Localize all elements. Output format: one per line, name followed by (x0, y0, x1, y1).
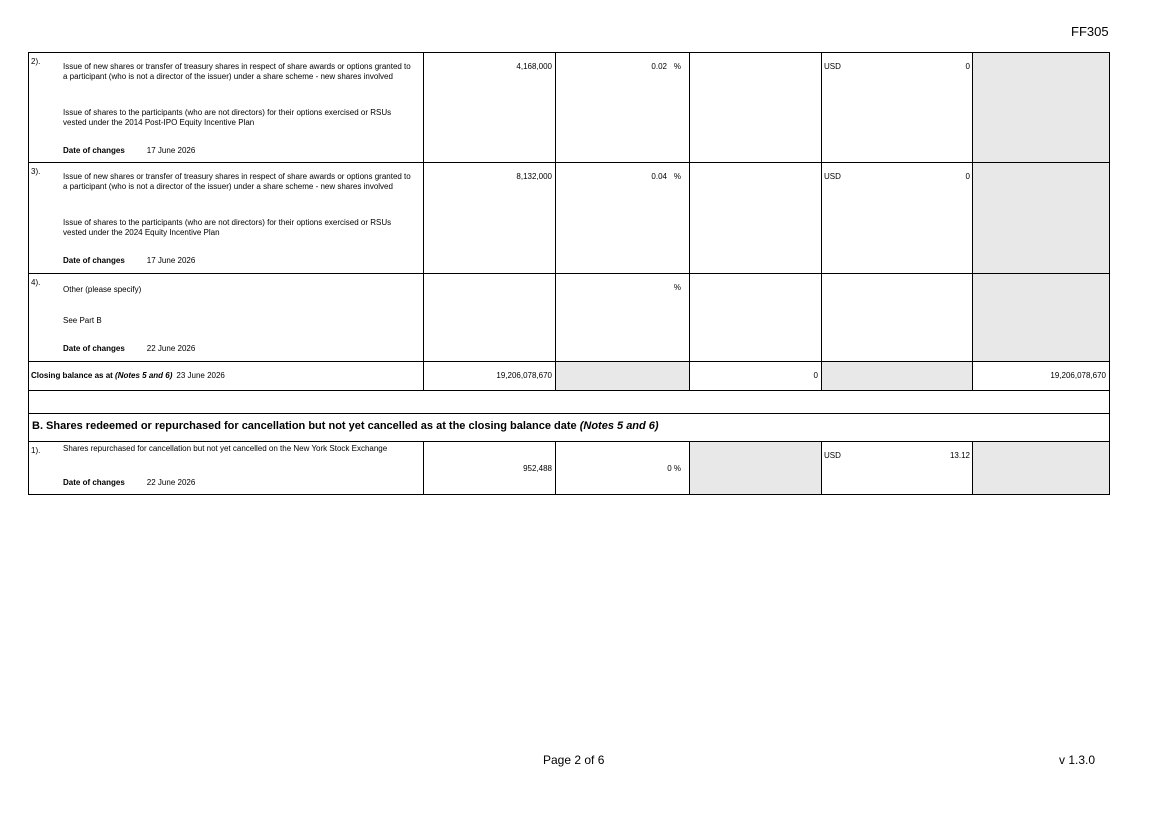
shaded-cell (690, 442, 822, 495)
price-cell: USD 0 (822, 163, 973, 274)
row-para-1: Shares repurchased for cancellation but not yet cancelled on the New York Stock Exchange (63, 444, 388, 453)
row-para-2: Issue of shares to the participants (who are not directors) for their options exercised or RSUs vested under the 2024 Equity Incentive Plan (63, 218, 392, 237)
date-of-changes: Date of changes 17 June 2026 (63, 146, 196, 155)
section-b-row (29, 442, 1110, 495)
shares-cell (424, 274, 556, 362)
row-number: 2). (31, 57, 41, 66)
shaded-cell (973, 442, 1110, 495)
date-of-changes: Date of changes 22 June 2026 (63, 478, 196, 487)
table-row-2 (29, 53, 1110, 163)
closing-treasury-cell: 0 (690, 362, 822, 391)
table-row-4 (29, 274, 1110, 362)
shares-cell: 8,132,000 (424, 163, 556, 274)
version-label: v 1.3.0 (1059, 753, 1096, 767)
row-description (29, 274, 424, 362)
row-para-1: Issue of new shares or transfer of treasury shares in respect of share awards or options granted to a participant (who is not a director of the issuer) under a share scheme - new shares involved (63, 172, 411, 191)
shares-cell: 952,488 (424, 442, 556, 495)
closing-total-cell: 19,206,078,670 (973, 362, 1110, 391)
row-number: 1). (31, 446, 41, 455)
page-number: Page 2 of 6 (543, 753, 605, 767)
row-number: 4). (31, 278, 41, 287)
row-number: 3). (31, 167, 41, 176)
closing-label-cell (29, 362, 424, 391)
pct-cell: 0 % (556, 442, 690, 495)
pct-cell: 0.02 % (556, 53, 690, 163)
empty-cell (690, 53, 822, 163)
price-cell: USD 0 (822, 53, 973, 163)
pct-cell: 0.04 % (556, 163, 690, 274)
shaded-cell (556, 362, 690, 391)
closing-label: Closing balance as at (Notes 5 and 6) 23 June 2026 (31, 371, 225, 380)
row-para-2: See Part B (63, 316, 102, 325)
date-of-changes: Date of changes 22 June 2026 (63, 344, 196, 353)
row-description (29, 53, 424, 163)
empty-cell (690, 274, 822, 362)
section-b-title-row (29, 414, 1110, 442)
row-para-1: Other (please specify) (63, 285, 142, 294)
shaded-cell (973, 53, 1110, 163)
closing-shares-cell: 19,206,078,670 (424, 362, 556, 391)
date-of-changes: Date of changes 17 June 2026 (63, 256, 196, 265)
empty-cell (690, 163, 822, 274)
closing-balance-row (29, 362, 1110, 391)
pct-cell: % (556, 274, 690, 362)
row-para-2: Issue of shares to the participants (who are not directors) for their options exercised or RSUs vested under the 2014 Post-IPO Equity Incentive Plan (63, 108, 392, 127)
row-description (29, 163, 424, 274)
spacer-row (29, 391, 1110, 414)
price-cell: USD 13.12 (822, 442, 973, 495)
shaded-cell (822, 362, 973, 391)
shares-cell: 4,168,000 (424, 53, 556, 163)
shaded-cell (973, 163, 1110, 274)
row-description (29, 442, 424, 495)
section-b-title: B. Shares redeemed or repurchased for cancellation but not yet cancelled as at the closing balance date (Notes 5 and 6) (32, 420, 659, 432)
row-para-1: Issue of new shares or transfer of treasury shares in respect of share awards or options granted to a participant (who is not a director of the issuer) under a share scheme - new shares involved (63, 62, 411, 81)
shares-movement-table (28, 52, 1110, 495)
price-cell (822, 274, 973, 362)
form-code: FF305 (1071, 24, 1109, 39)
table-row-3 (29, 163, 1110, 274)
shaded-cell (973, 274, 1110, 362)
